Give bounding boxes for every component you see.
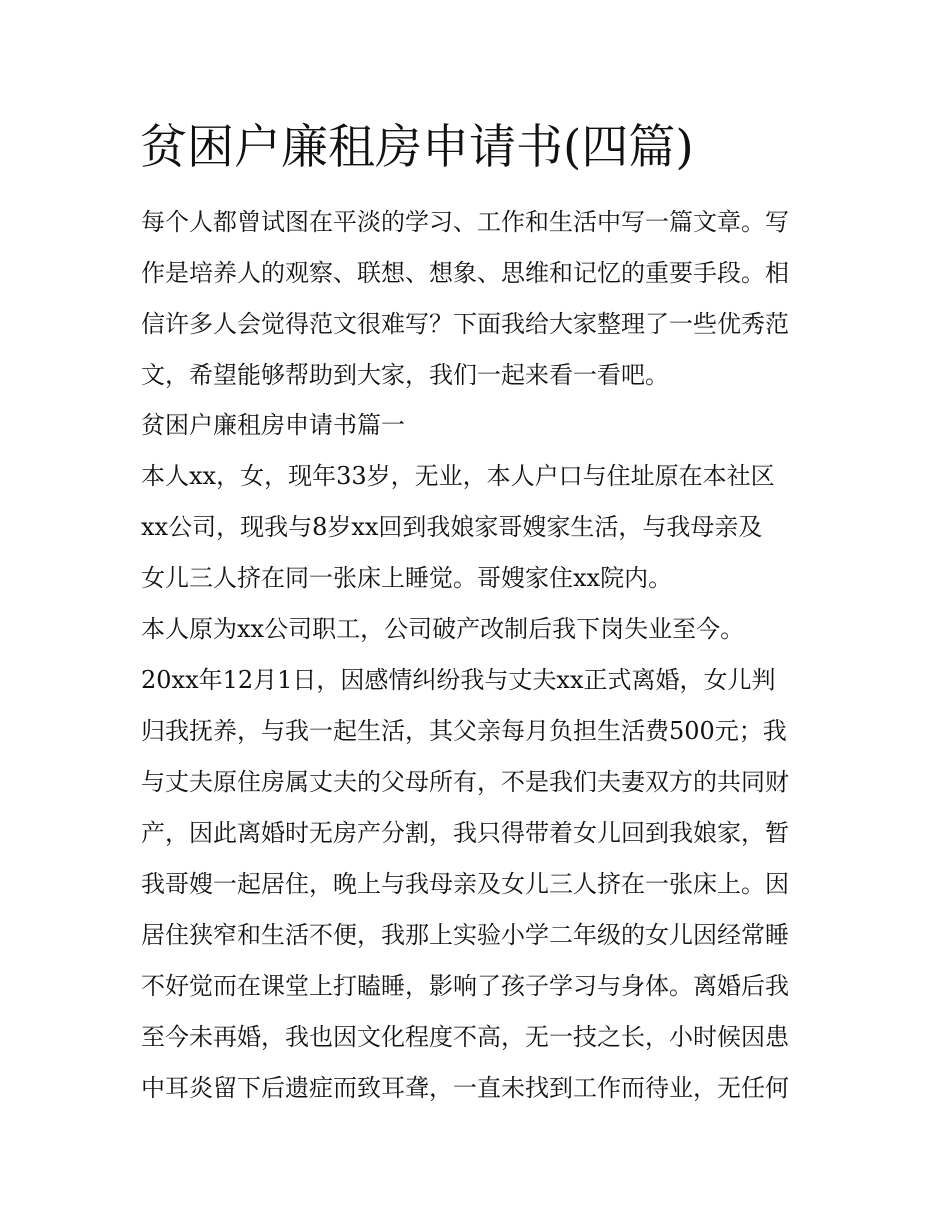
paragraph-line: 与丈夫原住房属丈夫的父母所有，不是我们夫妻双方的共同财 (141, 768, 789, 796)
page-title: 贫困户廉租房申请书(四篇) (140, 120, 694, 175)
paragraph-line: 居住狭窄和生活不便，我那上实验小学二年级的女儿因经常睡 (141, 921, 789, 949)
paragraph-line: 文，希望能够帮助到大家，我们一起来看一看吧。 (141, 361, 669, 389)
paragraph-line: 本人xx，女，现年33岁，无业，本人户口与住址原在本社区 (141, 462, 775, 490)
paragraph-line: 至今未再婚，我也因文化程度不高，无一技之长，小时候因患 (141, 1023, 789, 1051)
paragraph-line: 我哥嫂一起居住，晚上与我母亲及女儿三人挤在一张床上。因 (141, 870, 789, 898)
paragraph-line: 女儿三人挤在同一张床上睡觉。哥嫂家住xx院内。 (141, 564, 673, 592)
paragraph-line: 信许多人会觉得范文很难写？下面我给大家整理了一些优秀范 (141, 310, 789, 338)
paragraph-line: 产，因此离婚时无房产分割，我只得带着女儿回到我娘家，暂 (141, 819, 789, 847)
paragraph-line: 不好觉而在课堂上打瞌睡，影响了孩子学习与身体。离婚后我 (141, 972, 789, 1000)
paragraph-line: xx公司，现我与8岁xx回到我娘家哥嫂家生活，与我母亲及 (141, 513, 763, 541)
paragraph-line: 每个人都曾试图在平淡的学习、工作和生活中写一篇文章。写 (141, 208, 789, 236)
paragraph-line: 中耳炎留下后遗症而致耳聋，一直未找到工作而待业，无任何 (141, 1074, 789, 1102)
paragraph-line: 归我抚养，与我一起生活，其父亲每月负担生活费500元；我 (141, 717, 787, 745)
paragraph-line: 20xx年12月1日，因感情纠纷我与丈夫xx正式离婚，女儿判 (141, 666, 776, 694)
section-heading: 贫困户廉租房申请书篇一 (141, 411, 405, 439)
paragraph-line: 作是培养人的观察、联想、想象、思维和记忆的重要手段。相 (141, 259, 789, 287)
paragraph-line: 本人原为xx公司职工，公司破产改制后我下岗失业至今。 (141, 615, 745, 643)
